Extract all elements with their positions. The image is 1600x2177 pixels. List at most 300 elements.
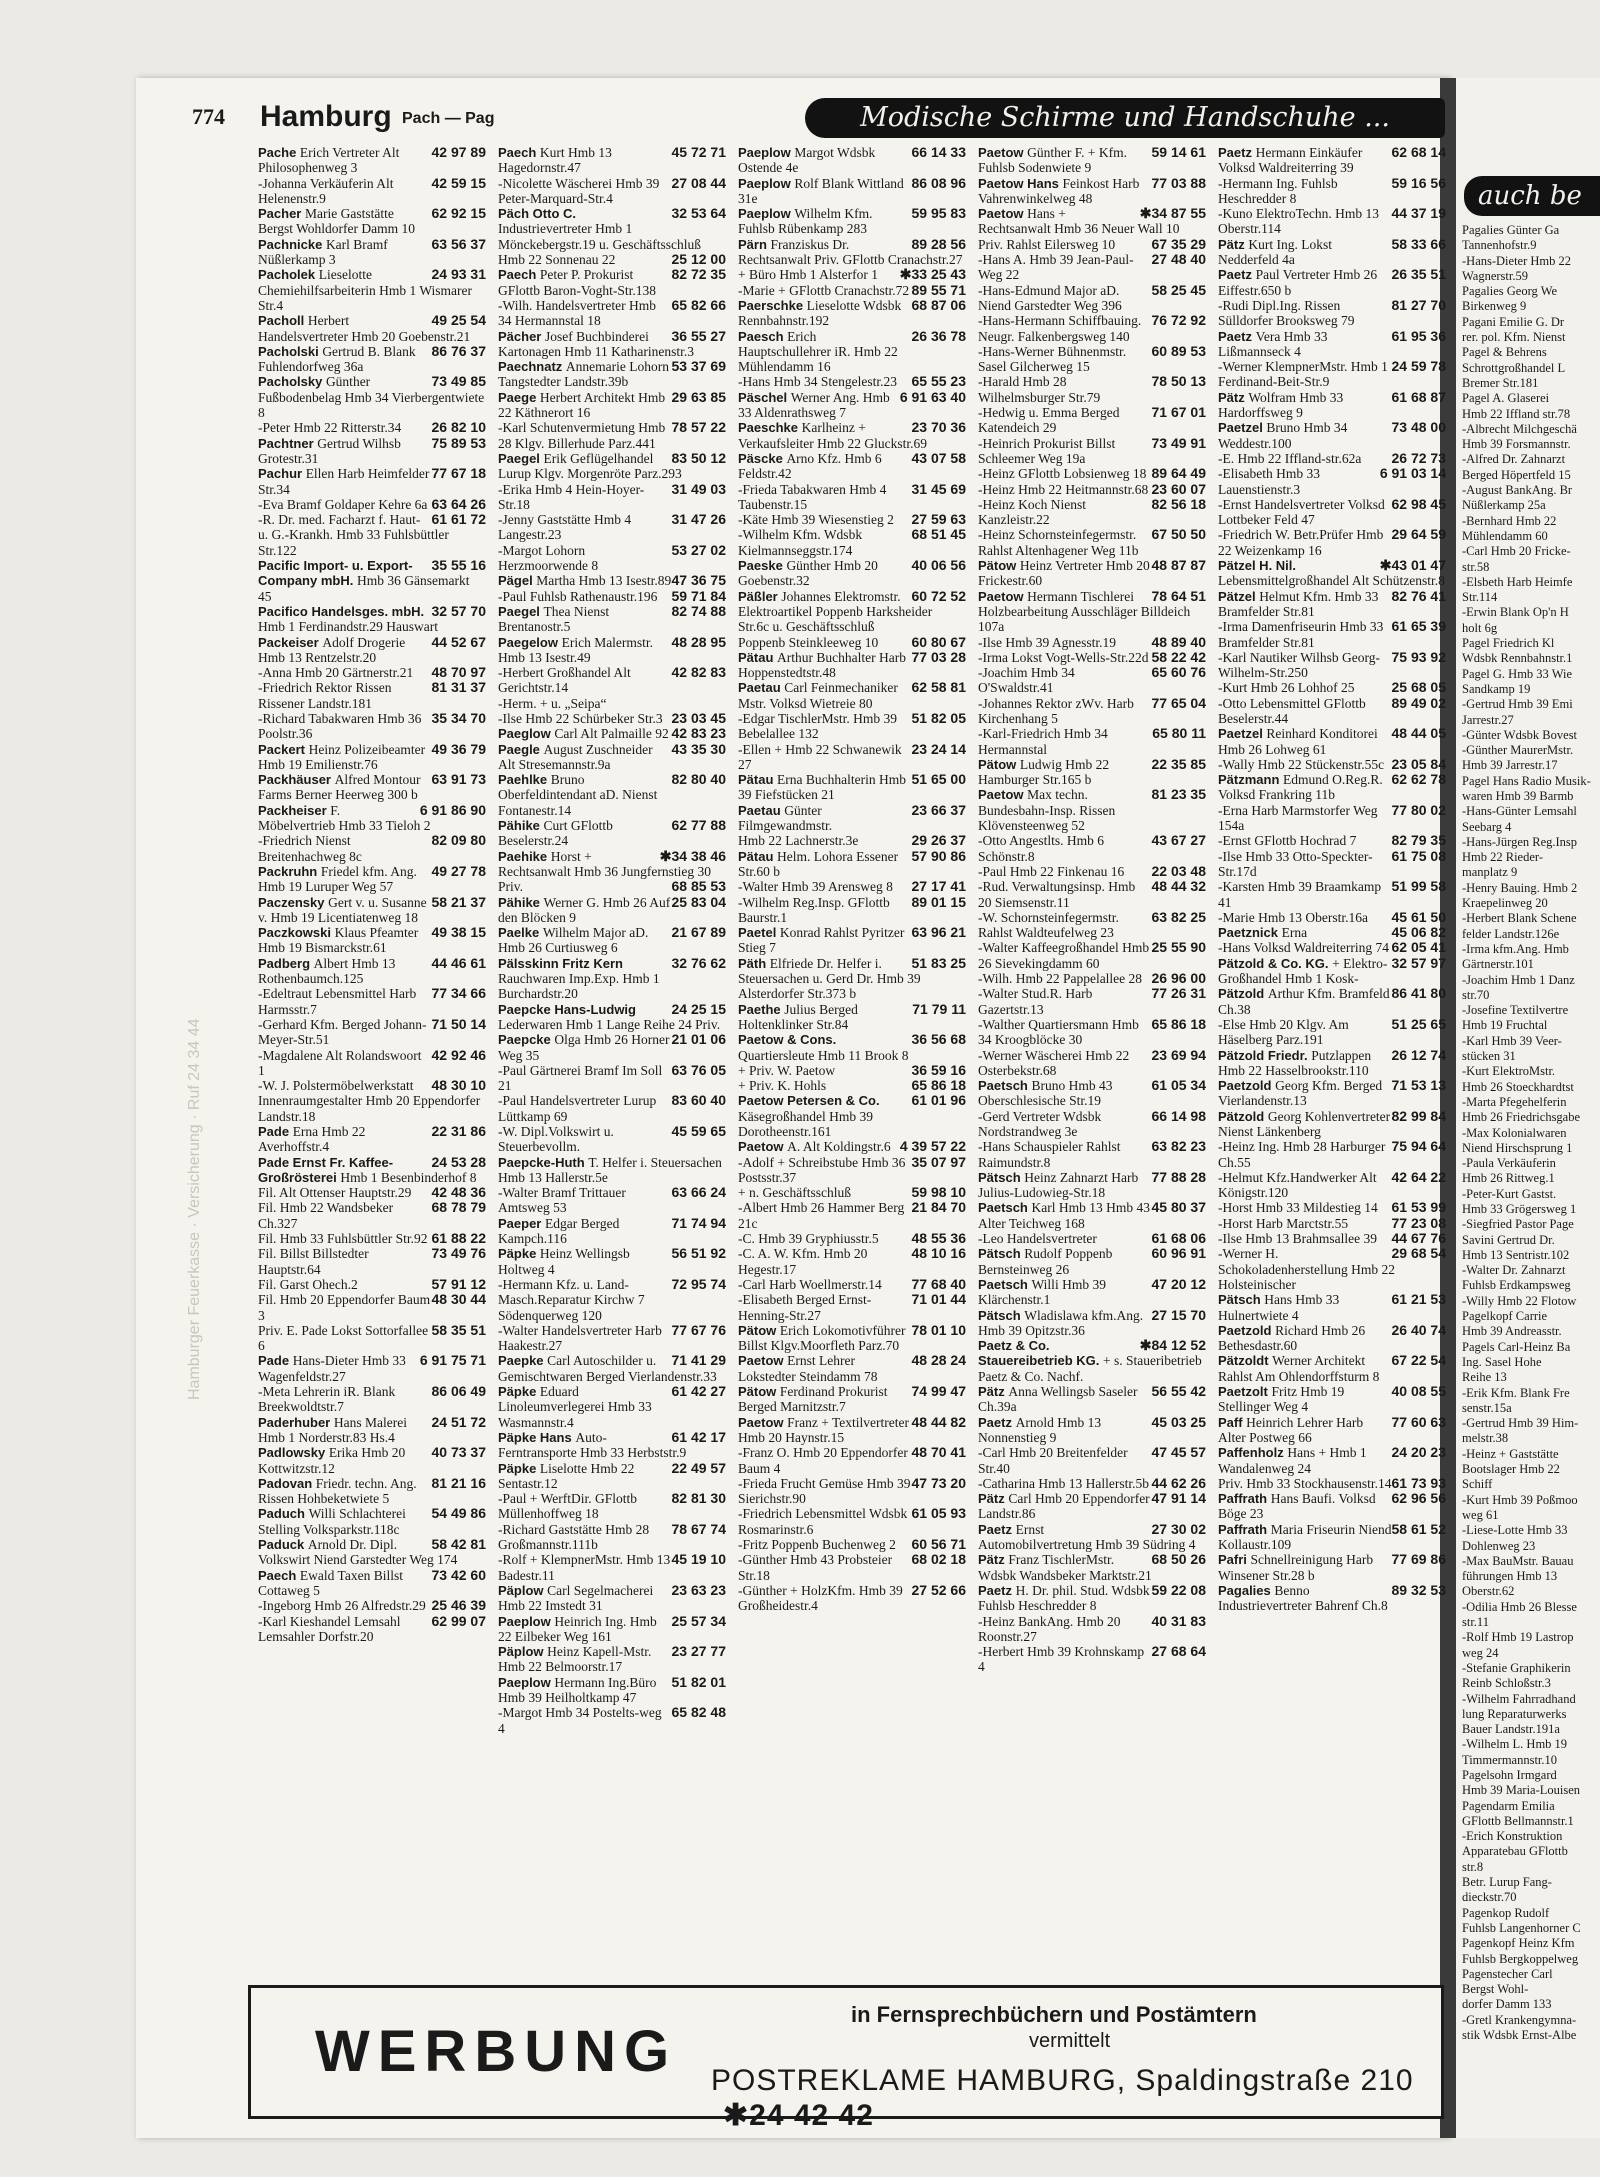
listing-entry [738, 512, 966, 527]
entry-name: Pätzel H. Nil. [1218, 558, 1297, 574]
listing-entry [978, 466, 1206, 481]
entry-details: Willi Schlachterei Stelling Volksparkstr.118c [258, 1506, 406, 1537]
listing-entry [258, 145, 486, 176]
listing-entry [1218, 466, 1446, 497]
entry-details: -Paul Hmb 22 Finkenau 16 [978, 863, 1125, 879]
listing-entry [498, 1353, 726, 1384]
listing-entry [978, 879, 1206, 910]
listing-entry [258, 1445, 486, 1476]
listing-entry [258, 558, 486, 604]
listing-entry [738, 1506, 966, 1537]
listing-entry [258, 1476, 486, 1507]
entry-details: Quartiersleute Hmb 11 Brook 8 [738, 1047, 909, 1063]
entry-details: -R. Dr. med. Facharzt f. Haut- u. G.-Krankh. Hmb 33 Fuhlsbüttler Str.122 [258, 512, 449, 558]
entry-details: Karl Bramf Nüßlerkamp 3 [258, 236, 388, 268]
entry-name: Paetau [738, 802, 785, 818]
listing-entry [738, 329, 966, 375]
entry-name: Pacholski [258, 343, 323, 359]
entry-details: -Leo Handelsvertreter [978, 1231, 1097, 1247]
entry-details: Käsegroßhandel Hmb 39 Dorotheenstr.161 [738, 1108, 873, 1139]
listing-entry [978, 757, 1206, 788]
listing-entry [498, 298, 726, 329]
listing-entry [498, 711, 726, 726]
entry-details: Josef Buchbinderei Kartonagen Hmb 11 Katharinenstr.3 [498, 328, 694, 359]
phone-number: 65 82 66 [671, 296, 726, 313]
entry-details: -Adolf + Schreibstube Hmb 36 Postsstr.37 [738, 1154, 906, 1185]
phone-number: 82 99 84 [1391, 1107, 1446, 1124]
listing-entry [978, 864, 1206, 879]
phone-number: 47 45 57 [1151, 1444, 1206, 1461]
listing-entry [738, 1552, 966, 1583]
entry-name: Paegel [498, 603, 544, 619]
adjacent-entry: Bootslager Hmb 22 [1462, 1462, 1560, 1477]
entry-details: Günter Filmgewandmstr. [738, 802, 833, 834]
phone-number: 62 99 07 [431, 1612, 486, 1629]
entry-name: Paegle [498, 741, 544, 757]
entry-name: Pätzmann [1218, 772, 1284, 788]
phone-number: 36 59 16 [911, 1061, 966, 1078]
page-number: 774 [192, 104, 225, 129]
adjacent-entry: Schrottgroßhandel L [1462, 360, 1566, 375]
adjacent-entry: Sandkamp 19 [1462, 681, 1531, 696]
phone-number: 27 08 44 [671, 174, 726, 191]
entry-name: Paetsch [978, 1200, 1032, 1216]
adjacent-entry: führungen Hmb 13 [1462, 1569, 1558, 1584]
entry-details: -Hans-Edmund Major aD. Niend Garstedter Weg 396 [978, 282, 1122, 313]
phone-number: 71 74 94 [671, 1214, 726, 1231]
adjacent-entry: -Erwin Blank Op'n H [1462, 605, 1569, 620]
entry-details: Edmund O.Reg.R. Volksd Frankring 11b [1218, 772, 1383, 803]
page-title: Hamburg [260, 100, 392, 133]
adjacent-entry: -Odilia Hmb 26 Blesse [1462, 1599, 1577, 1614]
adjacent-entry: Hmb 39 Forsmannstr. [1462, 437, 1571, 452]
entry-details: Hans Baufi. Volksd Böge 23 [1218, 1491, 1376, 1522]
entry-details: Priv. E. Pade Lokst Sottorfallee 6 [258, 1322, 429, 1354]
listing-entry [498, 206, 726, 252]
adjacent-entry: Pagel Hans Radio Musik- [1462, 773, 1591, 788]
entry-details: Curt GFlottb Beselerstr.24 [498, 818, 613, 849]
adjacent-entry: -Siegfried Pastor Page [1462, 1217, 1574, 1232]
listing-entry [498, 176, 726, 207]
phone-number: 57 90 86 [911, 847, 966, 864]
entry-details: -Wilhelm Kfm. Wdsbk Kielmannseggstr.174 [738, 527, 863, 558]
entry-details: -Peter Hmb 22 Ritterstr.34 [258, 420, 402, 436]
entry-name: Pacific Import- u. Export-Company mbH. [258, 558, 413, 589]
phone-number: 68 51 45 [911, 526, 966, 543]
entry-details: Heinz Zahnarzt Harb Julius-Ludowieg-Str.18 [978, 1169, 1139, 1201]
listing-entry [498, 1246, 726, 1277]
adjacent-entry: -Erich Konstruktion [1462, 1829, 1563, 1844]
phone-number: 63 91 73 [431, 771, 486, 788]
entry-name: Paetzold [1218, 1078, 1276, 1094]
phone-number: 48 30 10 [431, 1077, 486, 1094]
listing-entry [498, 1705, 726, 1736]
listing-entry [1218, 1292, 1446, 1323]
entry-details: Ernst Automobilvertretung Hmb 39 Südring 4 [978, 1521, 1196, 1553]
entry-name: Paeper [498, 1215, 545, 1231]
phone-number: 29 63 85 [671, 388, 726, 405]
phone-number: 26 72 73 [1391, 449, 1446, 466]
phone-number: 22 31 86 [431, 1123, 486, 1139]
entry-details: -Anna Hmb 20 Gärtnerstr.21 [258, 665, 414, 681]
entry-details: Erna [1281, 925, 1308, 941]
adjacent-column [1462, 223, 1596, 2103]
phone-number: 44 46 61 [431, 954, 486, 971]
entry-details: Putzlappen Hmb 22 Hasselbrookstr.110 [1218, 1047, 1372, 1078]
entry-name: Paduck [258, 1537, 308, 1553]
listing-entry [978, 986, 1206, 1017]
entry-details: Hmb 1 Ferdinandstr.29 Hauswart [258, 619, 438, 635]
listing-entry [258, 1277, 486, 1292]
phone-number: 81 23 35 [1151, 786, 1206, 803]
listing-entry [978, 1338, 1206, 1384]
entry-details: Helmut Kfm. Hmb 33 Bramfelder Str.81 [1218, 588, 1379, 619]
entry-details: Hermann Einkäufer Volksd Waldreiterring 39 [1218, 145, 1363, 176]
entry-details: Fil. Hmb 22 Wandsbeker Ch.327 [258, 1200, 394, 1231]
adjacent-entry: Dohlenweg 23 [1462, 1538, 1536, 1553]
entry-name: Pätow [738, 1322, 780, 1338]
phone-number: 29 68 54 [1391, 1245, 1446, 1262]
entry-details: Hmb 22 Sonnenau 22 [498, 252, 616, 268]
entry-details: Elfriede Dr. Helfer i. Steuersachen u. Gerd Dr. Hmb 39 Alsterdorfer Str.373 b [738, 955, 921, 1002]
column-5 [1218, 145, 1446, 1965]
listing-entry [258, 1384, 486, 1415]
phone-number: 66 14 33 [911, 145, 966, 160]
phone-number: 60 89 53 [1151, 342, 1206, 359]
name-range: Pach — Pag [402, 110, 495, 127]
entry-details: -Heinz BankAng. Hmb 20 Roonstr.27 [978, 1613, 1121, 1644]
entry-details: -Werner H. Schokoladenherstellung Hmb 22 Holsteinischer [1218, 1246, 1395, 1292]
entry-details: -Rud. Verwaltungsinsp. Hmb 20 Siemsenstr.11 [978, 879, 1136, 910]
listing-entry [498, 1277, 726, 1323]
listing-entry [498, 665, 726, 696]
listing-entry [738, 1537, 966, 1552]
listing-entry [498, 145, 726, 176]
phone-number: 83 50 12 [671, 449, 726, 466]
entry-details: Johannes Elektromstr. Elektroartikel Poppenb Harksheider Str.6c u. Geschäftsschluß [738, 588, 933, 635]
entry-details: -Joachim Hmb 34 O'Swaldstr.41 [978, 665, 1075, 696]
phone-number: 35 55 16 [431, 557, 486, 574]
adjacent-entry: -Bernhard Hmb 22 [1462, 513, 1557, 528]
entry-name: Pade [258, 1124, 293, 1139]
adjacent-entry: -Hans-Jürgen Reg.Insp [1462, 834, 1578, 849]
adjacent-entry: Pagalies Günter Ga [1462, 223, 1560, 237]
listing-entry [258, 1048, 486, 1079]
entry-details: Arthur Kfm. Bramfeld Ch.38 [1218, 986, 1390, 1017]
phone-number: 49 36 79 [431, 740, 486, 757]
listing-entry [258, 497, 486, 512]
phone-number: 61 68 06 [1151, 1230, 1206, 1247]
phone-number: 67 35 29 [1151, 235, 1206, 252]
listing-entry [258, 680, 486, 711]
phone-number: 82 56 18 [1151, 495, 1206, 512]
entry-name: Paesch [738, 328, 788, 344]
entry-name: Pätsch [978, 1246, 1025, 1262]
phone-number: 75 93 92 [1391, 648, 1446, 665]
listing-entry [1218, 1384, 1446, 1415]
phone-number: 47 73 20 [911, 1474, 966, 1491]
entry-name: Paetznick [1218, 925, 1282, 941]
entry-details: -Walter Kaffeegroßhandel Hmb 26 Sievekingdamm 60 [978, 940, 1150, 971]
listing-entry [1218, 237, 1446, 268]
phone-number: 60 80 67 [911, 633, 966, 650]
adjacent-entry: -Kurt Hmb 39 Poßmoo [1462, 1492, 1578, 1507]
listing-entry [978, 1476, 1206, 1491]
listing-entry [978, 1384, 1206, 1415]
entry-details: Franz TischlerMstr. Wdsbk Wandsbeker Marktstr.21 [978, 1552, 1152, 1583]
phone-number: 51 99 58 [1391, 878, 1446, 895]
listing-entry [738, 833, 966, 848]
listing-entry [738, 1277, 966, 1292]
entry-name: Packert [258, 741, 309, 757]
listing-entry [978, 1017, 1206, 1048]
listing-entry [498, 329, 726, 360]
phone-number: 43 07 58 [911, 449, 966, 466]
listing-entry [258, 665, 486, 680]
phone-number: 42 82 83 [671, 664, 726, 681]
adjacent-entry: Reinb Schloßstr.3 [1462, 1676, 1551, 1691]
entry-details: Günther Hmb 20 Goebenstr.32 [738, 558, 878, 589]
phone-number: 22 03 48 [1151, 862, 1206, 879]
entry-details: -Heinz Ing. Hmb 28 Harburger Ch.55 [1218, 1139, 1386, 1170]
adjacent-entry: melstr.38 [1462, 1431, 1509, 1446]
entry-details: -Hans-Hermann Schiffbauing. Neugr. Falkenbergsweg 140 [978, 313, 1142, 344]
phone-number: 76 72 92 [1151, 312, 1206, 329]
entry-details: Fil. Garst Ohech.2 [258, 1276, 358, 1292]
entry-details: Helm. Lohora Essener Str.60 b [738, 848, 899, 879]
phone-number: 82 81 30 [671, 1490, 726, 1507]
phone-number: 58 42 81 [431, 1536, 486, 1553]
entry-name: Pätz [978, 1384, 1009, 1400]
entry-details: -W. Dipl.Volkswirt u. Steuerbevollm. [498, 1124, 614, 1155]
phone-number: 58 33 66 [1391, 235, 1446, 252]
entry-details: Priv. Hmb 33 Stockhausenstr.14 [1218, 1475, 1392, 1491]
entry-name: Paetzolt [1218, 1384, 1272, 1400]
listing-entry [498, 1491, 726, 1522]
entry-name: Paepke [498, 1353, 548, 1369]
phone-number: 31 49 03 [671, 480, 726, 497]
listing-entry [738, 925, 966, 956]
phone-number: 56 55 42 [1151, 1383, 1206, 1400]
listing-entry [258, 1017, 486, 1048]
entry-details: Karlheinz + Verkaufsleiter Hmb 22 Gluckstr.69 [738, 420, 927, 451]
listing-entry [738, 1246, 966, 1277]
entry-details: -Kuno ElektroTechn. Hmb 13 Oberstr.114 [1218, 206, 1380, 237]
listing-entry [738, 879, 966, 894]
entry-name: Paetow & Cons. [738, 1032, 837, 1048]
phone-number: 6 91 03 14 [1379, 465, 1446, 482]
listing-entry [738, 1063, 966, 1078]
phone-number: 59 14 61 [1151, 145, 1206, 160]
phone-number: 47 36 75 [671, 572, 726, 589]
adjacent-entry: senstr.15a [1462, 1400, 1512, 1415]
adjacent-entry: Gärtnerstr.101 [1462, 957, 1534, 972]
adjacent-entry: felder Landstr.126e [1462, 926, 1560, 941]
listing-entry [1218, 145, 1446, 176]
header-banner: Modische Schirme und Handschuhe ... [805, 98, 1445, 138]
listing-entry [978, 1231, 1206, 1246]
entry-name: Paege [498, 389, 540, 405]
entry-name: Paepcke Hans-Ludwig [498, 1001, 636, 1017]
entry-details: -Irma Lokst Vogt-Wells-Str.22d [978, 649, 1149, 665]
adjacent-entry: Wagnerstr.59 [1462, 268, 1528, 283]
phone-number: 48 89 40 [1151, 633, 1206, 650]
phone-number: 86 76 37 [431, 342, 486, 359]
listing-entry [978, 696, 1206, 727]
listing-entry [738, 1323, 966, 1354]
listing-entry [1218, 1231, 1446, 1246]
entry-name: Päpke [498, 1246, 540, 1262]
adjacent-entry: Hmb 26 Stoeckhardtst [1462, 1079, 1574, 1094]
phone-number: 61 05 93 [911, 1505, 966, 1522]
adjacent-entry: Pagel & Behrens [1462, 345, 1547, 360]
phone-number: 61 68 87 [1391, 388, 1446, 405]
listing-entry [738, 527, 966, 558]
entry-details: -Hans Schauspieler Rahlst Raimundstr.8 [978, 1139, 1121, 1170]
entry-details: Marie Gaststätte Bergst Wohldorfer Damm 10 [258, 206, 416, 237]
entry-details: Ferdinand Prokurist Berged Marnitzstr.7 [738, 1384, 888, 1415]
entry-name: Paelke [498, 925, 543, 941]
entry-details: -C. Hmb 39 Gryphiusstr.5 [738, 1231, 879, 1247]
entry-details: Franz + Textilvertreter Hmb 20 Haynstr.15 [738, 1414, 909, 1445]
listing-entry [978, 252, 1206, 283]
adjacent-entry: -Joachim Hmb 1 Danz [1462, 972, 1575, 987]
listing-entry [498, 1093, 726, 1124]
entry-details: -Albert Hmb 26 Hammer Berg 21c [738, 1200, 905, 1231]
entry-name: Packheiser [258, 802, 331, 818]
phone-number: 61 53 99 [1391, 1199, 1446, 1216]
entry-details: Maria Friseurin Niend Kollaustr.109 [1218, 1521, 1392, 1553]
phone-number: 48 55 36 [911, 1230, 966, 1247]
entry-details: Heinz Wellingsb Holtweg 4 [498, 1246, 630, 1277]
listing-entry [1218, 1583, 1446, 1614]
phone-number: 58 25 45 [1151, 281, 1206, 298]
adjacent-entry: -Kurt ElektroMstr. [1462, 1064, 1556, 1079]
phone-number: 62 98 45 [1391, 495, 1446, 512]
entry-details: -Erika Hmb 4 Hein-Hoyer-Str.18 [498, 481, 645, 512]
listing-entry [738, 1200, 966, 1231]
listing-entry [1218, 359, 1446, 390]
entry-details: -Edgar TischlerMstr. Hmb 39 Bebelallee 132 [738, 710, 898, 742]
entry-name: Pätzold & Co. KG. [1218, 955, 1333, 971]
adjacent-entry: -Stefanie Graphikerin [1462, 1660, 1571, 1675]
entry-details: -Hans Hmb 34 Stengelestr.23 [738, 374, 897, 390]
phone-number: 43 67 27 [1151, 832, 1206, 849]
entry-name: Pätow [978, 558, 1020, 574]
entry-details: -Hans Volksd Waldreiterring 74 [1218, 940, 1390, 956]
adjacent-entry: Hmb 39 Maria-Louisen [1462, 1783, 1581, 1798]
entry-name: Paetow [978, 206, 1028, 222]
phone-number: 22 49 57 [671, 1459, 726, 1476]
entry-details: Horst + Rechtsanwalt Hmb 36 Jungfernstieg 30 [498, 848, 711, 879]
entry-details: Hermann Tischlerei Holzbearbeitung Ausschläger Billdeich 107a [978, 588, 1191, 635]
phone-number: 77 67 76 [671, 1321, 726, 1338]
entry-details: -Walter Stud.R. Harb Gazertstr.13 [978, 986, 1093, 1017]
adjacent-entry: Pagel Friedrich Kl [1462, 636, 1555, 651]
adjacent-entry: -Gretl Krankengymna- [1462, 2012, 1577, 2027]
listing-entry [738, 680, 966, 711]
listing-entry [498, 1644, 726, 1675]
entry-details: August Zuschneider Alt Stresemannstr.9a [498, 741, 653, 772]
entry-details: Annemarie Lohorn Tangstedter Landstr.39b [498, 359, 670, 390]
listing-entry [738, 1093, 966, 1139]
listing-entry [978, 237, 1206, 252]
listing-entry [978, 833, 1206, 864]
listing-entry [258, 1353, 486, 1384]
listing-entry [498, 573, 726, 588]
entry-name: Paetz [978, 1582, 1016, 1598]
entry-name: Pähike [498, 818, 544, 834]
listing-entry [738, 206, 966, 237]
entry-name: Paeplow [498, 1674, 555, 1690]
phone-number: 66 14 98 [1151, 1107, 1206, 1124]
entry-details: -Carl Harb Woellmerstr.14 [738, 1276, 882, 1292]
entry-name: Packeiser [258, 634, 323, 650]
phone-number: 25 46 39 [431, 1597, 486, 1614]
entry-name: Paetz [1218, 328, 1256, 344]
entry-name: Pätzold Friedr. [1218, 1047, 1312, 1063]
phone-number: 77 03 88 [1151, 174, 1206, 191]
entry-details: Ellen Harb Heimfelder Str.34 [258, 466, 430, 497]
phone-number: 53 27 02 [671, 541, 726, 558]
phone-number: 77 67 18 [431, 465, 486, 482]
entry-details: Kurt Ing. Lokst Nedderfeld 4a [1218, 236, 1332, 268]
listing-entry [978, 344, 1206, 375]
adjacent-entry: Betr. Lurup Fang- [1462, 1875, 1552, 1890]
phone-number: 61 42 27 [671, 1383, 726, 1400]
entry-details: -Ernst GFlottb Hochrad 7 [1218, 833, 1357, 849]
listing-entry [258, 1537, 486, 1568]
entry-name: Pätsch [1218, 1292, 1265, 1308]
listing-entry [498, 589, 726, 604]
entry-details: Klaus Pfeamter Hmb 19 Bismarckstr.61 [258, 925, 419, 956]
entry-name: Paeglow [498, 726, 555, 742]
entry-name: Pätz [1218, 236, 1249, 252]
entry-details: + Elektro-Großhandel Hmb 1 Kosk- [1218, 955, 1388, 987]
entry-details: -Hermann Kfz. u. Land-Masch.Reparatur Kirchw 7 Södenquerweg 120 [498, 1276, 645, 1323]
entry-details: -Catharina Hmb 13 Hallerstr.5b [978, 1475, 1149, 1491]
listing-entry [1218, 696, 1446, 727]
adjacent-entry: manplatz 9 [1462, 865, 1518, 880]
ad-address-text: POSTREKLAME HAMBURG, Spaldingstraße 210 [711, 2064, 1414, 2097]
adjacent-entry: -Walter Dr. Zahnarzt [1462, 1263, 1566, 1278]
entry-details: Bruno Hmb 34 Weddestr.100 [1218, 420, 1348, 451]
entry-details: -Richard Tabakwaren Hmb 36 Poolstr.36 [258, 710, 422, 742]
entry-details: -Carl Hmb 20 Breitenfelder Str.40 [978, 1445, 1128, 1476]
adjacent-entry: Hmb 33 Grögersweg 1 [1462, 1202, 1577, 1216]
entry-name: Pätau [738, 649, 778, 665]
listing-entry [498, 1032, 726, 1063]
entry-details: Erna Buchhalterin Hmb 39 Fiefstücken 21 [738, 772, 906, 803]
entry-details: -Elisabeth Berged Ernst-Henning-Str.27 [738, 1292, 872, 1323]
listing-entry [738, 1292, 966, 1323]
phone-number: 59 16 56 [1391, 174, 1446, 191]
entry-name: Pacholl [258, 313, 308, 329]
listing-entry [258, 925, 486, 956]
entry-name: Päschel [738, 389, 791, 405]
entry-details: Wilhelm Major aD. Hmb 26 Curtiusweg 6 [498, 925, 649, 956]
phone-number: 73 48 00 [1391, 419, 1446, 436]
phone-number: 89 01 15 [911, 893, 966, 910]
phone-number: 71 53 13 [1391, 1077, 1446, 1094]
listing-entry [498, 1323, 726, 1354]
phone-number: 63 56 37 [431, 235, 486, 252]
adjacent-entry: Hmb 22 Iffland str.78 [1462, 406, 1571, 421]
phone-number: 58 22 42 [1151, 648, 1206, 665]
adjacent-entry: -Rolf Hmb 19 Lastrop [1462, 1630, 1574, 1645]
phone-number: ✱43 01 47 [1379, 557, 1446, 574]
phone-number: 49 27 78 [431, 862, 486, 879]
